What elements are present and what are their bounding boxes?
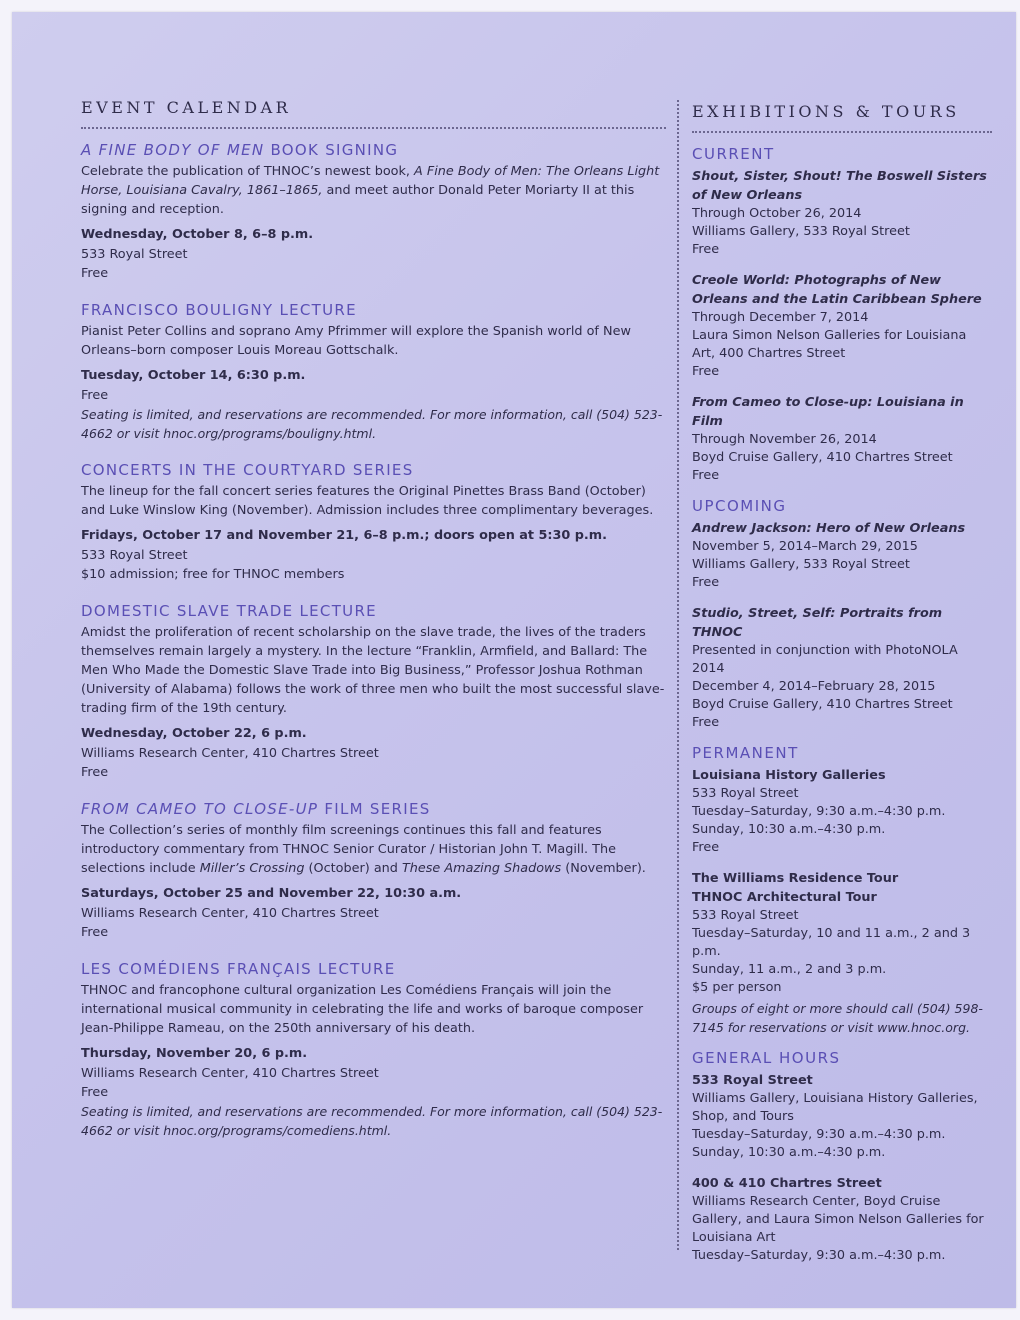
exhibition-item bbox=[692, 519, 992, 592]
exhibition-title: From Cameo to Close-up: Louisiana in Film bbox=[692, 395, 964, 429]
event-calendar-column bbox=[81, 98, 666, 1158]
tour-note: Groups of eight or more should call (504) 598-7145 for reservations or visit www.hnoc.org. bbox=[692, 1001, 983, 1035]
event-location: Williams Research Center, 410 Chartres Street bbox=[81, 746, 379, 761]
exhibitions-tours-column bbox=[692, 102, 992, 1277]
tour-info bbox=[692, 869, 992, 1037]
location-venues: Williams Gallery, Louisiana History Galleries, Shop, and Tours bbox=[692, 1091, 978, 1124]
section-permanent-heading: PERMANENT bbox=[692, 744, 799, 762]
exhibition-location: Boyd Cruise Gallery, 410 Chartres Street bbox=[692, 697, 953, 712]
event-description: Celebrate the publication of THNOC’s newest book, A Fine Body of Men: The Orleans Light Horse, Louisiana Cavalry, 1861–1865, and meet author Donald Peter Moriarty II at this signing and reception. bbox=[81, 164, 660, 217]
gallery-location: 533 Royal Street bbox=[692, 786, 799, 801]
gallery-hours: Sunday, 10:30 a.m.–4:30 p.m. bbox=[692, 822, 886, 837]
exhibition-dates: December 4, 2014–February 28, 2015 bbox=[692, 679, 936, 694]
event-location: 533 Royal Street bbox=[81, 247, 188, 262]
exhibition-item bbox=[692, 167, 992, 259]
event-title: A FINE BODY OF MEN BOOK SIGNING bbox=[81, 141, 399, 159]
location-hours: Tuesday–Saturday, 9:30 a.m.–4:30 p.m. bbox=[692, 1248, 946, 1263]
event-book-signing bbox=[81, 141, 666, 283]
event-price: Free bbox=[81, 388, 109, 403]
exhibition-title: Studio, Street, Self: Portraits from THNOC bbox=[692, 606, 943, 640]
event-title: FROM CAMEO TO CLOSE-UP FILM SERIES bbox=[81, 800, 431, 818]
event-date: Saturdays, October 25 and November 22, 10:30 a.m. bbox=[81, 886, 462, 901]
exhibition-dates: Through October 26, 2014 bbox=[692, 206, 862, 221]
event-price: Free bbox=[81, 266, 109, 281]
event-description: Pianist Peter Collins and soprano Amy Pfrimmer will explore the Spanish world of New Orleans–born composer Louis Moreau Gottschalk. bbox=[81, 324, 631, 358]
tour-hours: Tuesday–Saturday, 10 and 11 a.m., 2 and 3 p.m. bbox=[692, 926, 971, 959]
event-note: Seating is limited, and reservations are recommended. For more information, call (504) 523-4662 or visit hnoc.org/programs/comediens.html. bbox=[81, 1104, 663, 1138]
exhibition-dates: November 5, 2014–March 29, 2015 bbox=[692, 539, 918, 554]
exhibition-item bbox=[692, 393, 992, 485]
gallery-price: Free bbox=[692, 840, 720, 855]
tour-title: The Williams Residence Tour bbox=[692, 871, 899, 886]
event-price: $10 admission; free for THNOC members bbox=[81, 567, 345, 582]
exhibition-location: Williams Gallery, 533 Royal Street bbox=[692, 557, 910, 572]
calendar-page bbox=[12, 12, 1016, 1308]
event-calendar-header: EVENT CALENDAR bbox=[81, 98, 292, 117]
event-price: Free bbox=[81, 765, 109, 780]
gallery-hours: Tuesday–Saturday, 9:30 a.m.–4:30 p.m. bbox=[692, 804, 946, 819]
exhibitions-header: EXHIBITIONS & TOURS bbox=[692, 102, 960, 121]
event-title: LES COMÉDIENS FRANÇAIS LECTURE bbox=[81, 960, 396, 978]
event-title: FRANCISCO BOULIGNY LECTURE bbox=[81, 301, 357, 319]
exhibition-location: Boyd Cruise Gallery, 410 Chartres Street bbox=[692, 450, 953, 465]
event-film-series bbox=[81, 800, 666, 942]
exhibition-title: Creole World: Photographs of New Orleans and the Latin Caribbean Sphere bbox=[692, 273, 982, 307]
event-date: Fridays, October 17 and November 21, 6–8 p.m.; doors open at 5:30 p.m. bbox=[81, 528, 607, 543]
exhibition-item bbox=[692, 604, 992, 732]
event-location: Williams Research Center, 410 Chartres Street bbox=[81, 906, 379, 921]
event-location: Williams Research Center, 410 Chartres Street bbox=[81, 1066, 379, 1081]
event-price: Free bbox=[81, 1085, 109, 1100]
exhibition-location: Williams Gallery, 533 Royal Street bbox=[692, 224, 910, 239]
section-hours-heading: GENERAL HOURS bbox=[692, 1049, 841, 1067]
gallery-title: Louisiana History Galleries bbox=[692, 768, 886, 783]
permanent-gallery bbox=[692, 766, 992, 857]
event-date: Thursday, November 20, 6 p.m. bbox=[81, 1046, 308, 1061]
event-location: 533 Royal Street bbox=[81, 548, 188, 563]
exhibition-title: Andrew Jackson: Hero of New Orleans bbox=[692, 521, 966, 536]
tour-title: THNOC Architectural Tour bbox=[692, 890, 877, 905]
tour-hours: Sunday, 11 a.m., 2 and 3 p.m. bbox=[692, 962, 887, 977]
exhibition-item bbox=[692, 271, 992, 381]
location-hours: Tuesday–Saturday, 9:30 a.m.–4:30 p.m. bbox=[692, 1127, 946, 1142]
event-description: Amidst the proliferation of recent scholarship on the slave trade, the lives of the traders themselves remain largely a mystery. In the lecture “Franklin, Armfield, and Ballard: The Men Who Made the Domestic Slave Trade into Big Business,” Professor Joshua Rothman (University of Alabama) follows the work of three men who built the most successful slave-trading firm of the 19th century. bbox=[81, 625, 665, 716]
event-note: Seating is limited, and reservations are recommended. For more information, call (504) 523-4662 or visit hnoc.org/programs/bouligny.html. bbox=[81, 407, 663, 441]
exhibition-note: Presented in conjunction with PhotoNOLA 2014 bbox=[692, 643, 958, 676]
exhibition-dates: Through December 7, 2014 bbox=[692, 310, 869, 325]
exhibition-price: Free bbox=[692, 364, 720, 379]
location-title: 533 Royal Street bbox=[692, 1073, 813, 1088]
header-divider bbox=[81, 127, 666, 129]
exhibition-price: Free bbox=[692, 575, 720, 590]
exhibition-dates: Through November 26, 2014 bbox=[692, 432, 877, 447]
event-date: Tuesday, October 14, 6:30 p.m. bbox=[81, 368, 306, 383]
exhibition-price: Free bbox=[692, 468, 720, 483]
event-bouligny-lecture bbox=[81, 301, 666, 443]
section-current-heading: CURRENT bbox=[692, 145, 775, 163]
exhibition-price: Free bbox=[692, 715, 720, 730]
location-venues: Williams Research Center, Boyd Cruise Gallery, and Laura Simon Nelson Galleries for Louisiana Art bbox=[692, 1194, 984, 1245]
event-description: THNOC and francophone cultural organization Les Comédiens Français will join the international musical community in celebrating the life and works of baroque composer Jean-Philippe Rameau, on the 250th anniversary of his death. bbox=[81, 983, 644, 1036]
event-date: Wednesday, October 22, 6 p.m. bbox=[81, 726, 307, 741]
location-hours: Sunday, 10:30 a.m.–4:30 p.m. bbox=[692, 1145, 886, 1160]
location-title: 400 & 410 Chartres Street bbox=[692, 1176, 882, 1191]
hours-location bbox=[692, 1071, 992, 1162]
event-title: CONCERTS IN THE COURTYARD SERIES bbox=[81, 461, 414, 479]
event-courtyard-concerts bbox=[81, 461, 666, 584]
tour-price: $5 per person bbox=[692, 980, 782, 995]
event-description: The lineup for the fall concert series features the Original Pinettes Brass Band (October) and Luke Winslow King (November). Admission includes three complimentary beverages. bbox=[81, 484, 654, 518]
event-slave-trade-lecture bbox=[81, 602, 666, 782]
event-price: Free bbox=[81, 925, 109, 940]
exhibition-price: Free bbox=[692, 242, 720, 257]
column-divider bbox=[677, 100, 679, 1250]
event-date: Wednesday, October 8, 6–8 p.m. bbox=[81, 227, 314, 242]
hours-location bbox=[692, 1174, 992, 1265]
exhibition-title: Shout, Sister, Shout! The Boswell Sisters of New Orleans bbox=[692, 169, 987, 203]
header-divider bbox=[692, 131, 992, 133]
section-upcoming-heading: UPCOMING bbox=[692, 497, 787, 515]
event-title: DOMESTIC SLAVE TRADE LECTURE bbox=[81, 602, 377, 620]
tour-location: 533 Royal Street bbox=[692, 908, 799, 923]
event-description: The Collection’s series of monthly film screenings continues this fall and features introductory commentary from THNOC Senior Curator / Historian John T. Magill. The selections include Miller’s Crossing (October) and These Amazing Shadows (November). bbox=[81, 823, 646, 876]
exhibition-location: Laura Simon Nelson Galleries for Louisiana Art, 400 Chartres Street bbox=[692, 328, 967, 361]
event-comediens-lecture bbox=[81, 960, 666, 1140]
